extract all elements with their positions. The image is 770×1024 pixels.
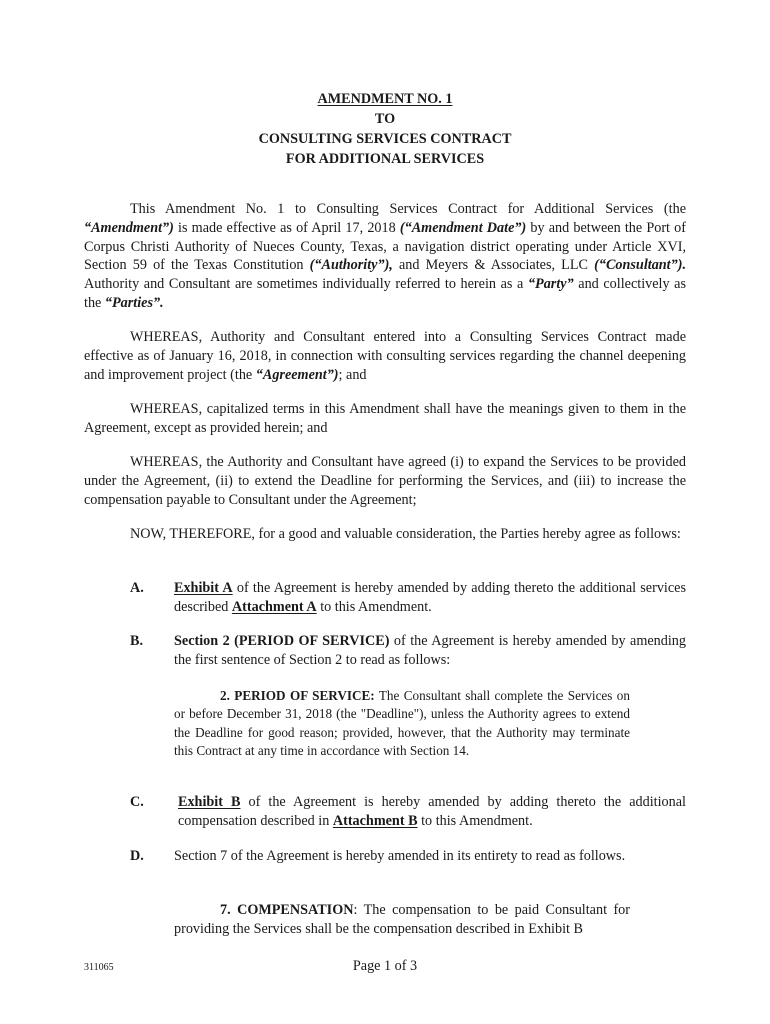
intro-text: This Amendment No. 1 to Consulting Services Contract for Additional Services (the — [130, 201, 686, 217]
attachment-a-ref: Attachment A — [231, 598, 317, 615]
title-line-4: FOR ADDITIONAL SERVICES — [285, 151, 485, 167]
term-authority: (“Authority”), — [309, 257, 393, 274]
item-text: of the Agreement is hereby amended by amending the first sentence of Section 2 to read as follows: — [174, 633, 686, 668]
now-therefore-paragraph — [84, 525, 686, 544]
whereas-text: ; and — [338, 366, 367, 383]
term-amendment: “Amendment”) — [84, 219, 174, 236]
quoted-section-7 — [174, 901, 630, 939]
item-text: to this Amendment. — [417, 812, 533, 829]
quoted-text: The Consultant shall complete the Services on or before December 31, 2018 (the "Deadline"), unless the Authority agrees to extend the Deadline for good reason; provided, however, that the Authority may terminate this Contract at any time in accordance with Section 14. — [174, 688, 630, 758]
attachment-b-ref: Attachment B — [332, 812, 418, 829]
term-agreement: “Agreement”) — [255, 366, 339, 383]
exhibit-a-ref: Exhibit A — [174, 580, 233, 596]
item-text: Section 7 of the Agreement is hereby amended in its entirety to read as follows. — [174, 848, 626, 864]
term-consultant: (“Consultant”). — [594, 257, 686, 274]
section-2-ref: Section 2 (PERIOD OF SERVICE) — [174, 633, 390, 649]
item-label: B. — [130, 633, 144, 649]
title-line-1: AMENDMENT NO. 1 — [317, 91, 453, 107]
item-text: to this Amendment. — [316, 598, 432, 615]
exhibit-b-ref: Exhibit B — [178, 794, 241, 810]
term-amendment-date: (“Amendment Date”) — [399, 219, 527, 236]
item-label: C. — [130, 794, 144, 810]
whereas-paragraph-3 — [84, 453, 686, 509]
intro-paragraph — [84, 200, 686, 313]
quoted-heading: 7. COMPENSATION — [220, 902, 354, 918]
intro-text: by and between the Port of Corpus Christi Authority of Nueces County, Texas, a navigation district operating under Article XVI, Section 59 of the Texas Constitution — [84, 219, 686, 274]
intro-text: Authority and Consultant are sometimes individually referred to herein as a — [84, 276, 528, 293]
intro-text: and collectively as the — [84, 276, 686, 311]
now-therefore-text: NOW, THEREFORE, for a good and valuable consideration, the Parties hereby agree as follows: — [130, 526, 681, 542]
intro-text: and Meyers & Associates, LLC — [392, 257, 595, 274]
title-line-3: CONSULTING SERVICES CONTRACT — [258, 131, 512, 147]
term-parties: “Parties”. — [104, 294, 164, 311]
item-label: A. — [130, 580, 144, 596]
document-title — [0, 89, 770, 169]
quoted-heading: 2. PERIOD OF SERVICE: — [220, 688, 375, 703]
whereas-paragraph-2 — [84, 400, 686, 438]
quoted-text: : The compensation to be paid Consultant for providing the Services shall be the compensation described in Exhibit B — [174, 902, 630, 937]
title-line-2: TO — [374, 111, 396, 127]
intro-text: is made effective as of April 17, 2018 — [173, 219, 400, 236]
whereas-text: WHEREAS, the Authority and Consultant have agreed (i) to expand the Services to be provided under the Agreement, (ii) to extend the Deadline for performing the Services, and (iii) to increase the compensation payable to Consultant under the Agreement; — [84, 454, 686, 508]
whereas-text: WHEREAS, capitalized terms in this Amendment shall have the meanings given to them in the Agreement, except as provided herein; and — [84, 401, 686, 436]
item-label: D. — [130, 848, 144, 864]
term-party: “Party” — [527, 276, 574, 293]
whereas-text: WHEREAS, Authority and Consultant entered into a Consulting Services Contract made effective as of January 16, 2018, in connection with consulting services regarding the channel deepening and improvement project (the — [84, 329, 686, 383]
item-text: of the Agreement is hereby amended by adding thereto the additional services described — [174, 580, 686, 615]
whereas-paragraph-1 — [84, 328, 686, 384]
page-number: Page 1 of 3 — [352, 958, 418, 974]
quoted-section-2 — [174, 687, 630, 760]
item-text: of the Agreement is hereby amended by adding thereto the additional compensation described in — [178, 794, 686, 829]
document-number: 311065 — [84, 962, 114, 973]
